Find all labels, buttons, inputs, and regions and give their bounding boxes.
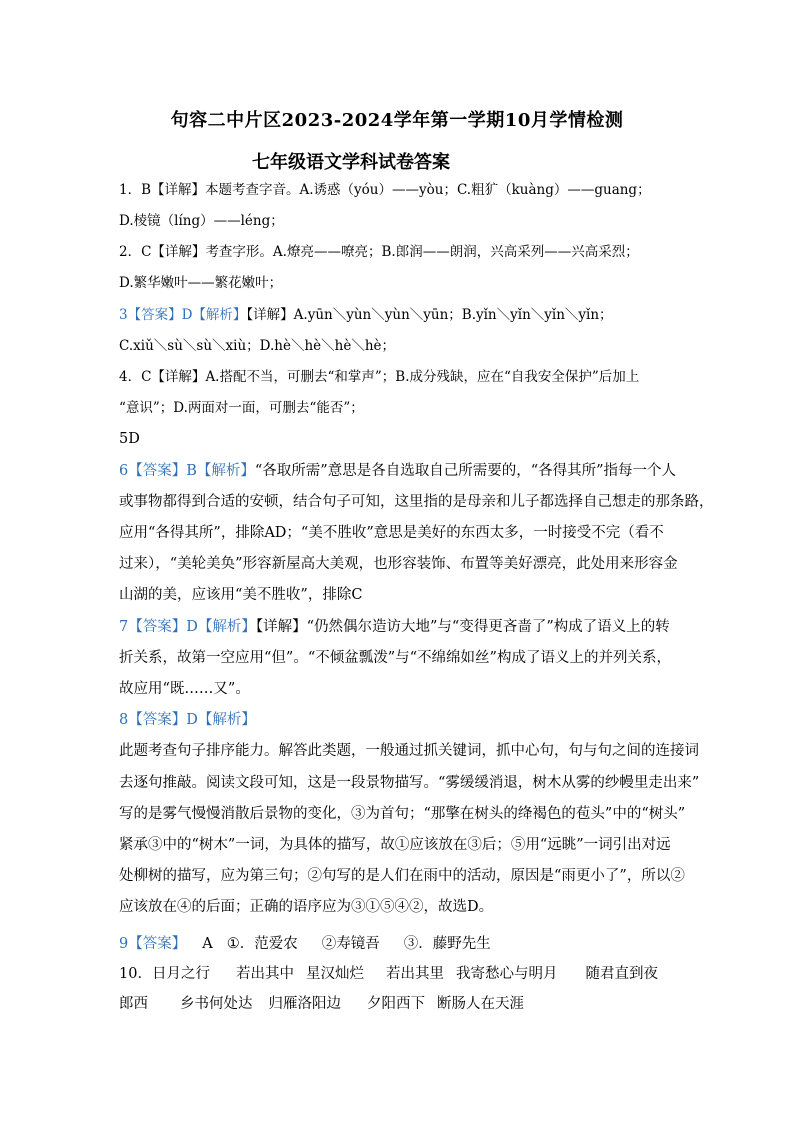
question-number: 9: [119, 936, 129, 952]
poem-line: 若出其中: [235, 966, 294, 982]
answer-text: 紧承③中的“树木”一词，为具体的描写，故①应该放在③后；⑤用“远眺”一词引出对远: [119, 837, 671, 853]
answer-line: [119, 523, 679, 543]
answer-text: 应用“各得其所”，排除AD；“美不胜收”意思是美好的东西太多，一时接受不完（看不: [119, 525, 664, 541]
answer-text: 此题考查句子排序能力。解答此类题，一般通过抓关键词，抓中心句，句与句之间的连接词: [119, 743, 699, 759]
answer-text: 过来），“美轮美奂”形容新屋高大美观，也形容装饰、布置等美好漂亮，此处用来形容金: [119, 556, 678, 572]
question-number: 2: [119, 244, 128, 260]
answer-line: [119, 679, 679, 699]
answer-line: [119, 367, 679, 387]
answer-line: [119, 273, 679, 293]
answer-line-q9: [119, 934, 679, 954]
answer-tag: 【答案】: [128, 936, 187, 952]
poem-line: 随君直到夜: [585, 966, 658, 982]
answer-text: 应该放在④的后面；正确的语序应为③①⑤④②，故选D。: [119, 899, 494, 915]
answer-line: [119, 305, 679, 325]
answer-tag: ．B【详解】: [127, 182, 206, 198]
answer-text: 或事物都得到合适的安顿，结合句子可知，这里指的是母亲和儿子都选择自己想走的那条路，: [119, 494, 714, 510]
answer-text: C.xiǔ＼sù＼sù＼xiù；D.hè＼hè＼hè＼hè；: [119, 338, 396, 354]
question-number: 8: [119, 712, 129, 728]
answer-tag: ．C【详解】: [127, 244, 206, 260]
answer-tag: 【答案】D【解析】: [128, 712, 256, 728]
poem-line: 断肠人在天涯: [437, 996, 524, 1012]
answer-text: D.棱镜（líng）——léng；: [119, 213, 284, 229]
answer-text: 【详解】“仍然偶尔造访大地”与“变得更吝啬了”构成了语义上的转: [255, 619, 670, 635]
answer-line: [119, 429, 679, 449]
answer-text: 本题考查字音。A.诱惑（yóu）——yòu；C.粗犷（kuàng）——guang；: [205, 182, 651, 198]
poem-line: 乡书何处达: [180, 996, 253, 1012]
poem-line: 10．日月之行: [119, 966, 210, 982]
answer-item: ③．藤野先生: [403, 936, 491, 952]
answer-text: 5D: [119, 431, 140, 447]
poem-line: 星汉灿烂: [305, 966, 364, 982]
answer-line: [119, 710, 679, 730]
answer-text: “意识”；D.两面对一面，可删去“能否”；: [119, 400, 364, 416]
answer-text: 处柳树的描写，应为第三句；②句写的是人们在雨中的活动，原因是“雨更小了”，所以②: [119, 868, 685, 884]
answer-text: 【详解】A.yūn＼yùn＼yùn＼yūn；B.yǐn＼yǐn＼yǐn＼yǐn；: [246, 307, 613, 323]
answer-text: 考查字形。A.燎亮——嘹亮；B.郎润——朗润，兴高采列——兴高采烈；: [205, 244, 639, 260]
answer-line: [119, 554, 679, 574]
answer-line: [119, 336, 679, 356]
page-subtitle: 七年级语文学科试卷答案: [252, 152, 450, 173]
question-number: 7: [119, 619, 129, 635]
answer-text: 故应用“既……又”。: [119, 681, 250, 697]
answer-text: A.搭配不当，可删去“和掌声”；B.成分残缺，应在“自我安全保护”后加上: [205, 369, 640, 385]
answer-choice: A: [202, 936, 213, 952]
answer-tag: ．C【详解】: [127, 369, 206, 385]
answer-line: [119, 648, 679, 668]
answer-item: ①．范爱农: [226, 936, 298, 952]
poem-line: 夕阳西下: [367, 996, 425, 1012]
poem-line: 我寄愁心与明月: [455, 966, 558, 982]
answer-line-q10-row2: [119, 994, 679, 1014]
poem-line: 归雁洛阳边: [268, 996, 341, 1012]
question-number: 4: [119, 369, 128, 385]
answer-text: 去逐句推敲。阅读文段可知，这是一段景物描写。“雾缓缓消退，树木从雾的纱幔里走出来”: [119, 775, 700, 791]
answer-line: [119, 461, 679, 481]
answer-line: [119, 180, 679, 200]
answer-tag: 【答案】B【解析】: [128, 463, 255, 479]
poem-line: 若出其里: [385, 966, 444, 982]
answer-line: [119, 242, 679, 262]
answer-text: 山湖的美，应该用“美不胜收”，排除C: [119, 587, 363, 603]
answer-line: [119, 804, 686, 824]
answer-tag: 【答案】D【解析】: [128, 619, 256, 635]
answer-line: [119, 585, 679, 605]
answer-tag: 【答案】D【解析】: [127, 307, 247, 323]
answer-text: 写的是雾气慢慢消散后景物的变化，③为首句；“那擎在树头的绛褐色的苞头”中的“树头”: [119, 806, 686, 822]
question-number: 3: [119, 307, 128, 323]
answer-line: [119, 741, 699, 761]
answer-line: [119, 492, 714, 512]
answer-text: “各取所需”意思是各自选取自己所需要的，“各得其所”指每一个人: [254, 463, 677, 479]
question-number: 1: [119, 182, 128, 198]
poem-line: 郎西: [119, 996, 148, 1012]
answer-line-q10-row1: [119, 964, 679, 984]
page-title: 句容二中片区2023-2024学年第一学期10月学情检测: [170, 110, 624, 131]
answer-line: [119, 211, 679, 231]
answer-line: [119, 617, 679, 637]
answer-item: ②寿镜吾: [321, 936, 380, 952]
answer-line: [119, 866, 685, 886]
answer-text: D.繁华嫩叶——繁花嫩叶；: [119, 275, 283, 291]
answer-line: [119, 398, 679, 418]
question-number: 6: [119, 463, 129, 479]
answer-line: [119, 897, 679, 917]
answer-text: 折关系，故第一空应用“但”。“不倾盆瓢泼”与“不绵绵如丝”构成了语义上的并列关系，: [119, 650, 671, 666]
answer-line: [119, 773, 700, 793]
answer-line: [119, 835, 679, 855]
